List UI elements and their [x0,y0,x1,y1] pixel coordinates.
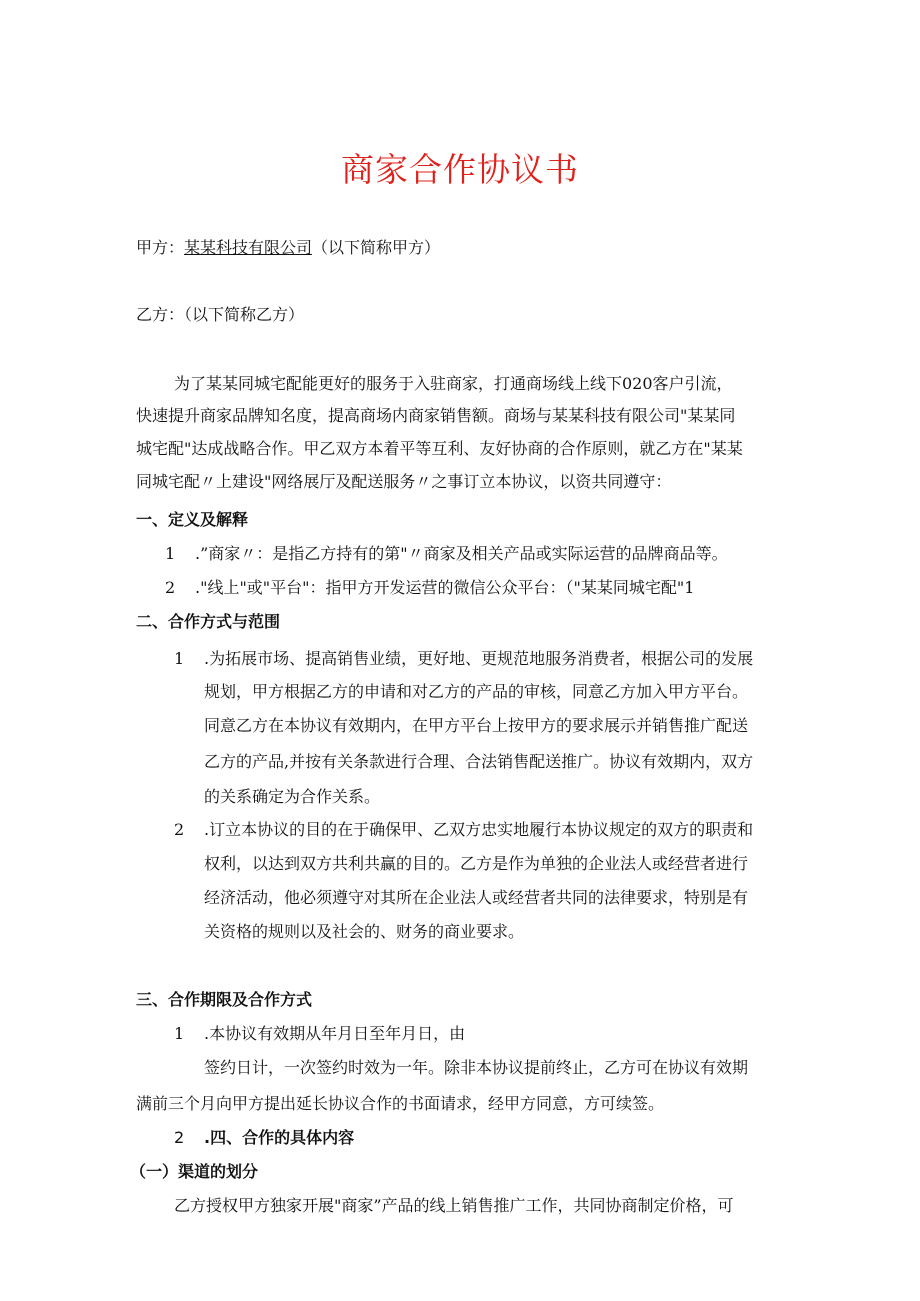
section-2-item-1-line-4: 乙方的产品,并按有关条款进行合理、合法销售配送推广。协议有效期内，双方 [204,752,754,771]
item-text: .为拓展市场、提高销售业绩，更好地、更规范地服务消费者，根据公司的发展 [204,649,754,668]
section-2-heading: 二、合作方式与范围 [136,612,281,631]
preamble-line-4: 同城宅配〃上建设"网络展厅及配送服务〃之事订立本协议，以资共同遵守： [136,472,672,491]
section-2-item-1-line-2: 规划，甲方根据乙方的申请和对乙方的产品的审核，同意乙方加入甲方平台。 [204,682,749,701]
item-number: 2 [174,820,185,839]
section-2-item-1-line-3: 同意乙方在本协议有效期内，在甲方平台上按甲方的要求展示并销售推广配送 [204,716,749,735]
preamble-line-3: 城宅配"达成战略合作。甲乙双方本着平等互利、友好协商的合作原则，就乙方在"某某 [136,439,743,458]
party-a-suffix: （以下简称甲方） [312,238,441,257]
section-3-item-2 [174,1126,354,1150]
section-2-item-2-line-2: 权利，以达到双方共利共赢的目的。乙方是作为单独的企业法人或经营者进行 [204,854,749,873]
section-4-subheading: （一）渠道的划分 [130,1162,259,1181]
item-number: 2 [165,578,176,597]
section-2-item-1-line-5: 的关系确定为合作关系。 [204,787,381,806]
item-number: 1 [165,544,176,563]
preamble-line-2: 快速提升商家品牌知名度，提高商场内商家销售额。商场与某某科技有限公司"某某同 [136,406,736,425]
party-b-line: 乙方：（以下简称乙方） [136,305,305,324]
section-3-heading: 三、合作期限及合作方式 [136,990,313,1009]
section-1-item-1 [165,542,728,566]
item-number: 1 [174,649,185,668]
section-2-item-2-line-3: 经济活动，他必须遵守对其所在企业法人或经营者共同的法律要求，特别是有 [204,888,749,907]
section-3-item-1-line-3: 满前三个月向甲方提出延长协议合作的书面请求，经甲方同意，方可续签。 [136,1094,665,1113]
item-number: 2 [174,1128,185,1147]
section-1-heading: 一、定义及解释 [136,510,249,529]
party-a-name: 某某科技有限公司 [184,238,313,257]
section-2-item-2-line-1 [174,818,753,842]
item-text: .四、合作的具体内容 [204,1128,355,1147]
section-4-paragraph: 乙方授权甲方独家开展"商家”产品的线上销售推广工作，共同协商制定价格，可 [174,1196,734,1215]
section-2-item-1-line-1 [174,647,753,671]
section-3-item-1 [174,1022,465,1046]
item-text: .订立本协议的目的在于确保甲、乙双方忠实地履行本协议规定的双方的职责和 [204,820,754,839]
item-text: .本协议有效期从年月日至年月日，由 [204,1024,466,1043]
party-a-line [136,236,440,260]
section-2-item-2-line-4: 关资格的规则以及社会的、财务的商业要求。 [204,922,525,941]
item-text: ."线上"或"平台"：指甲方开发运营的微信公众平台：（"某某同城宅配"1 [195,578,695,597]
party-a-label: 甲方： [136,238,185,257]
section-1-item-2 [165,576,694,600]
item-number: 1 [174,1024,185,1043]
item-text: .”商家〃：是指乙方持有的第"〃商家及相关产品或实际运营的品牌商品等。 [195,544,728,563]
document-title: 商家合作协议书 [341,150,579,189]
section-3-item-1-line-2: 签约日计，一次签约时效为一年。除非本协议提前终止，乙方可在协议有效期 [204,1058,749,1077]
preamble-line-1: 为了某某同城宅配能更好的服务于入驻商家，打通商场线上线下020客户引流， [174,374,733,393]
